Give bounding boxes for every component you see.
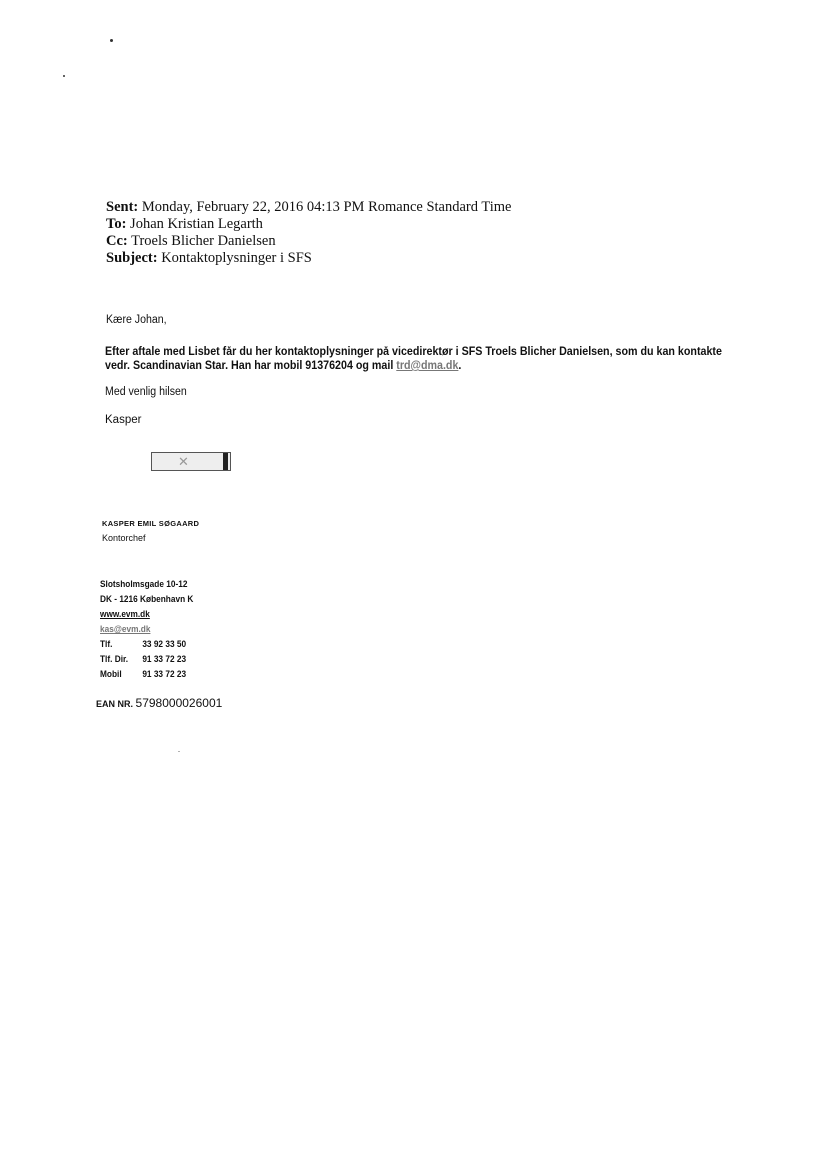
ean-value: 5798000026001 xyxy=(135,696,223,710)
to-row xyxy=(106,216,511,233)
signature-name: KASPER EMIL SØGAARD xyxy=(102,519,200,528)
phone-value: 33 92 33 50 xyxy=(142,639,187,649)
paragraph-end: . xyxy=(458,360,462,372)
subject-value: Kontaktoplysninger i SFS xyxy=(161,250,312,266)
address-line-2: DK - 1216 København K xyxy=(100,594,194,604)
signoff-name: Kasper xyxy=(105,414,142,426)
cc-value: Troels Blicher Danielsen xyxy=(131,233,276,249)
scan-speck xyxy=(178,751,180,752)
ean-label: EAN NR. xyxy=(96,699,134,709)
contact-details xyxy=(100,577,193,682)
scan-speck xyxy=(110,39,113,42)
sent-row xyxy=(106,199,511,216)
mobile-label: Mobil xyxy=(100,669,122,679)
to-label: To: xyxy=(106,216,127,232)
email-header xyxy=(106,199,511,267)
logo-image xyxy=(151,452,231,471)
subject-label: Subject: xyxy=(106,250,158,266)
email-link[interactable]: kas@evm.dk xyxy=(100,624,151,634)
website-link[interactable]: www.evm.dk xyxy=(100,609,150,619)
mobile-value: 91 33 72 23 xyxy=(142,669,187,679)
phone-label: Tlf. xyxy=(100,639,113,649)
signature-block xyxy=(102,519,199,543)
contact-email-link[interactable]: trd@dma.dk xyxy=(396,360,459,372)
mobile-row xyxy=(100,667,193,682)
closing: Med venlig hilsen xyxy=(105,386,187,398)
signature-title: Kontorchef xyxy=(102,533,146,543)
ean-row xyxy=(96,696,222,710)
sent-label: Sent: xyxy=(106,199,139,215)
phone-row xyxy=(100,637,193,652)
direct-phone-label: Tlf. Dir. xyxy=(100,654,129,664)
sent-value: Monday, February 22, 2016 04:13 PM Romance Standard Time xyxy=(141,199,512,215)
paragraph-text: Efter aftale med Lisbet får du her kontaktoplysninger på vicedirektør i SFS Troels Blicher Danielsen, som du kan kontakte vedr. Scandinavian Star. Han har mobil 91376204 og mail xyxy=(105,346,722,372)
scan-speck xyxy=(63,75,65,77)
subject-row xyxy=(106,250,511,267)
address-line-1: Slotsholmsgade 10-12 xyxy=(100,579,188,589)
message-paragraph xyxy=(105,345,747,373)
to-value: Johan Kristian Legarth xyxy=(130,216,263,232)
direct-phone-value: 91 33 72 23 xyxy=(142,654,187,664)
greeting: Kære Johan, xyxy=(106,314,167,326)
broken-image-icon: ✕ xyxy=(178,454,189,469)
cc-label: Cc: xyxy=(106,233,128,249)
direct-phone-row xyxy=(100,652,193,667)
cc-row xyxy=(106,233,511,250)
